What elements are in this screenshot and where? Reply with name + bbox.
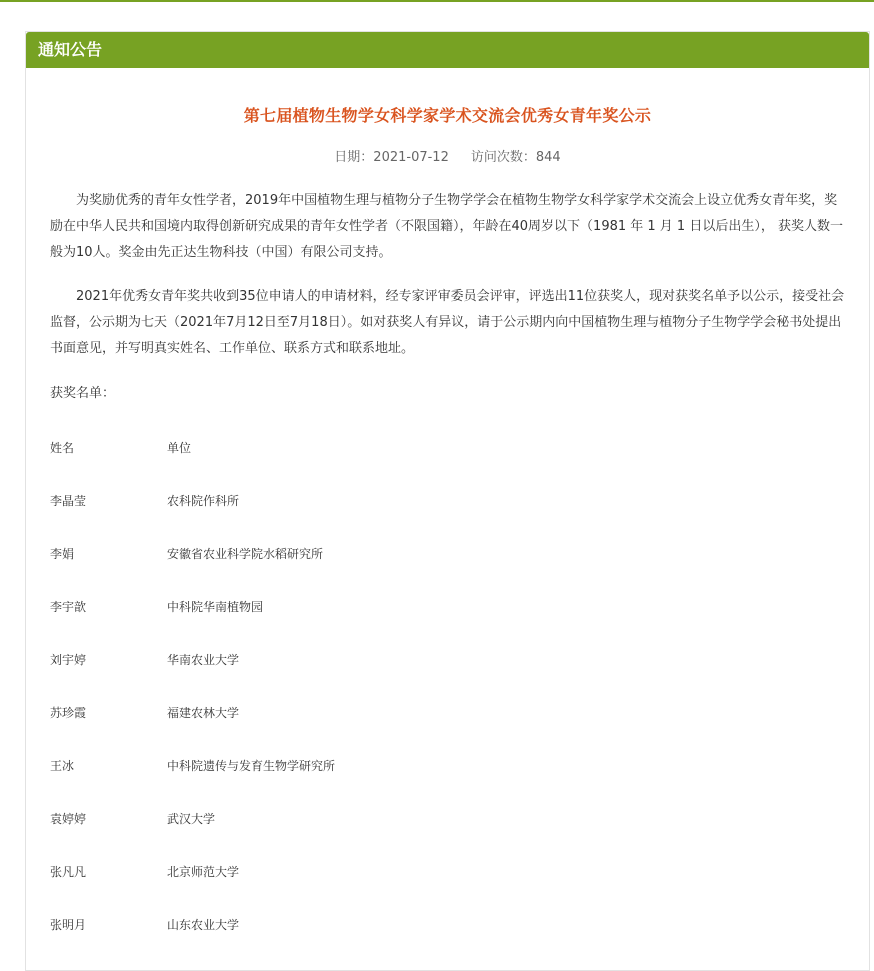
winner-table — [50, 440, 845, 970]
winner-unit: 山东农业大学 — [167, 918, 240, 932]
winner-name: 张凡凡 — [50, 865, 87, 879]
winner-unit: 福建农林大学 — [167, 706, 240, 720]
paragraph-announcement: 2021年优秀女青年奖共收到35位申请人的申请材料，经专家评审委员会评审，评选出11位获奖人，现对获奖名单予以公示，接受社会监督，公示期为七天（2021年7月12日至7月18日）。如对获奖人有异议，请于公示期内向中国植物生理与植物分子生物学学会秘书处提出书面意见，并写明真实姓名、工作单位、联系方式和联系地址。 — [50, 289, 845, 356]
winner-name: 李晶莹 — [50, 494, 87, 508]
top-accent-rule — [0, 0, 874, 2]
winner-list-label: 获奖名单： — [50, 386, 116, 401]
article-title: 第七届植物生物学女科学家学术交流会优秀女青年奖公示 — [243, 106, 652, 125]
table-row — [50, 864, 845, 917]
table-row — [50, 493, 845, 546]
winner-unit: 中科院遗传与发育生物学研究所 — [167, 759, 336, 773]
winner-unit: 武汉大学 — [167, 812, 216, 826]
visit-count: 访问次数：844 — [470, 150, 561, 165]
article-content — [26, 105, 869, 970]
paragraph-intro: 为奖励优秀的青年女性学者，2019年中国植物生理与植物分子生物学学会在植物生物学女科学家学术交流会上设立优秀女青年奖，奖励在中华人民共和国境内取得创新研究成果的青年女性学者（不限国籍），年龄在40周岁以下（1981 年 1 月 1 日以后出生）， 获奖人数一般为10人。奖金由先正达生物科技（中国）有限公司支持。 — [50, 193, 843, 260]
column-header-name: 姓名 — [50, 441, 75, 455]
winner-unit: 中科院华南植物园 — [167, 600, 264, 614]
winner-name: 王冰 — [50, 759, 75, 773]
winner-unit: 安徽省农业科学院水稻研究所 — [167, 547, 324, 561]
winner-name: 袁婷婷 — [50, 812, 87, 826]
winner-name: 李娟 — [50, 547, 75, 561]
column-header-unit: 单位 — [167, 441, 192, 455]
winner-name: 苏珍霞 — [50, 706, 87, 720]
table-row — [50, 705, 845, 758]
table-row — [50, 599, 845, 652]
winner-name: 刘宇婷 — [50, 653, 87, 667]
winner-name: 张明月 — [50, 918, 87, 932]
table-row — [50, 917, 845, 970]
article-meta — [50, 148, 845, 168]
winner-unit: 华南农业大学 — [167, 653, 240, 667]
table-row — [50, 546, 845, 599]
panel-header: 通知公告 — [26, 32, 869, 68]
table-row — [50, 652, 845, 705]
winner-unit: 农科院作科所 — [167, 494, 240, 508]
publish-date: 日期：2021-07-12 — [334, 150, 449, 165]
table-row — [50, 811, 845, 864]
notice-panel — [25, 31, 870, 971]
table-row — [50, 758, 845, 811]
table-header-row — [50, 440, 845, 493]
winner-unit: 北京师范大学 — [167, 865, 240, 879]
winner-name: 李宇歆 — [50, 600, 87, 614]
